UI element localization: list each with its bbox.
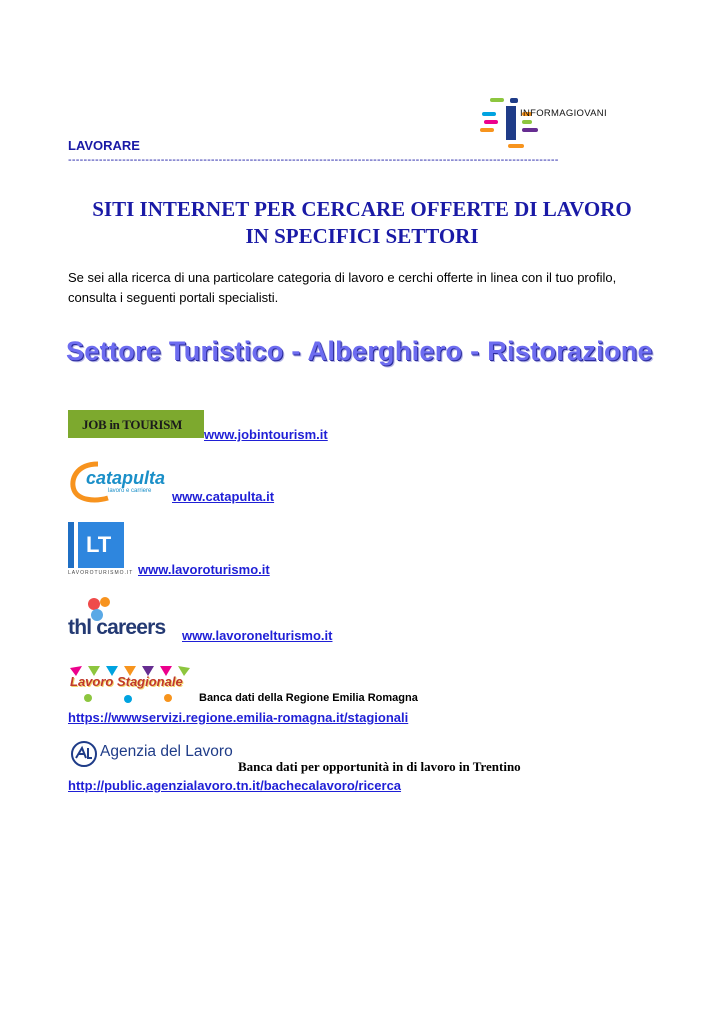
agenzia-lavoro-emblem-icon xyxy=(70,740,98,768)
jobintourism-logo xyxy=(68,410,204,438)
agenzia-lavoro-logo xyxy=(68,740,238,768)
page-title xyxy=(60,196,664,250)
agenzia-lavoro-logo-text: Agenzia del Lavoro xyxy=(100,743,233,760)
lavoroturismo-link[interactable]: www.lavoroturismo.it xyxy=(138,562,270,577)
trentino-note: Banca dati per opportunità in di lavoro in Trentino xyxy=(238,759,521,774)
sector-heading: Settore Turistico - Alberghiero - Ristorazione xyxy=(66,336,653,366)
lavoroturismo-logo-bar xyxy=(68,522,74,568)
title-line-2: IN SPECIFICI SETTORI xyxy=(245,224,479,248)
catapulta-logo xyxy=(68,458,172,506)
emilia-romagna-note: Banca dati della Regione Emilia Romagna xyxy=(199,692,418,704)
catapulta-link[interactable]: www.catapulta.it xyxy=(172,489,275,504)
catapulta-logo-text: catapulta xyxy=(86,468,166,488)
title-line-1: SITI INTERNET PER CERCARE OFFERTE DI LAVORO xyxy=(92,197,632,221)
informagiovani-mark-icon xyxy=(476,94,634,152)
brand-name: INFORMAGIOVANI xyxy=(520,108,607,119)
lavoroturismo-logo xyxy=(68,522,138,576)
dashed-separator: ------------------------------------------------------------------------------------------------------------------------------- xyxy=(68,154,559,166)
thl-careers-logo-text: thl careers xyxy=(68,616,166,639)
emilia-romagna-link[interactable]: https://wwwservizi.regione.emilia-romagna.it/stagionali xyxy=(68,710,409,725)
informagiovani-logo xyxy=(476,94,634,152)
trentino-link[interactable]: http://public.agenzialavoro.tn.it/bachecalavoro/ricerca xyxy=(68,778,402,793)
jobintourism-link[interactable]: www.jobintourism.it xyxy=(204,427,328,442)
lavoroturismo-logo-sub: LAVOROTURISMO.IT xyxy=(68,570,134,576)
thl-careers-logo xyxy=(68,596,184,642)
lavoro-stagionale-logo-text: Lavoro Stagionale xyxy=(70,674,183,689)
catapulta-logo-sub: lavoro e carriere xyxy=(108,488,152,494)
lavoronelturismo-link[interactable]: www.lavoronelturismo.it xyxy=(182,628,333,643)
section-label: LAVORARE xyxy=(68,138,140,153)
lavoro-stagionale-logo xyxy=(68,662,194,704)
jobintourism-logo-text: JOB in TOURISM xyxy=(82,417,183,432)
intro-paragraph: Se sei alla ricerca di una particolare categoria di lavoro e cerchi offerte in linea con il tuo profilo, consulta i seguenti portali specialisti. xyxy=(68,270,617,305)
lavoroturismo-logo-text: LT xyxy=(86,532,112,557)
